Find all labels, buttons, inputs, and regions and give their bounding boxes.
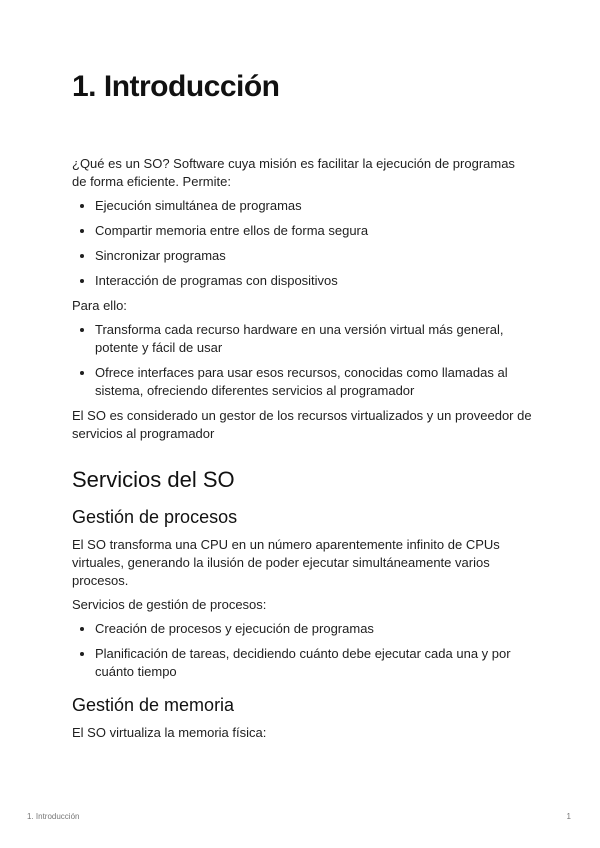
list-item: • Transforma cada recurso hardware en una versión virtual más general, potente y fácil de usar	[95, 321, 532, 357]
list-item: • Planificación de tareas, decidiendo cuánto debe ejecutar cada una y por cuánto tiempo	[95, 645, 532, 681]
para-ello-list	[72, 321, 532, 400]
procesos-list	[72, 620, 532, 681]
list-item: • Interacción de programas con dispositivos	[95, 272, 532, 290]
list-item: • Compartir memoria entre ellos de forma segura	[95, 222, 532, 240]
intro-list	[72, 197, 532, 290]
memoria-paragraph: El SO virtualiza la memoria física:	[72, 725, 267, 740]
list-item: • Ejecución simultánea de programas	[95, 197, 532, 215]
procesos-paragraph: El SO transforma una CPU en un número aparentemente infinito de CPUs virtuales, generando la ilusión de poder ejecutar simultáneamente varios procesos.	[72, 537, 500, 588]
footer-title: 1. Introducción	[27, 812, 80, 821]
page-title: 1. Introducción	[72, 70, 280, 103]
list-item: • Sincronizar programas	[95, 247, 532, 265]
page-number: 1	[566, 812, 571, 821]
page-content	[72, 70, 532, 748]
procesos-subtitle: Servicios de gestión de procesos:	[72, 597, 267, 612]
list-item: • Creación de procesos y ejecución de programas	[95, 620, 532, 638]
list-item: • Ofrece interfaces para usar esos recursos, conocidas como llamadas al sistema, ofreciendo diferentes servicios al programador	[95, 364, 532, 400]
para-ello-label: Para ello:	[72, 298, 127, 313]
intro-closing: El SO es considerado un gestor de los recursos virtualizados y un proveedor de servicios al programador	[72, 408, 532, 441]
subsection-heading-memoria: Gestión de memoria	[72, 695, 235, 715]
section-heading-servicios: Servicios del SO	[72, 467, 235, 492]
intro-paragraph: ¿Qué es un SO? Software cuya misión es facilitar la ejecución de programas de forma eficiente. Permite:	[72, 156, 515, 189]
subsection-heading-procesos: Gestión de procesos	[72, 507, 238, 527]
